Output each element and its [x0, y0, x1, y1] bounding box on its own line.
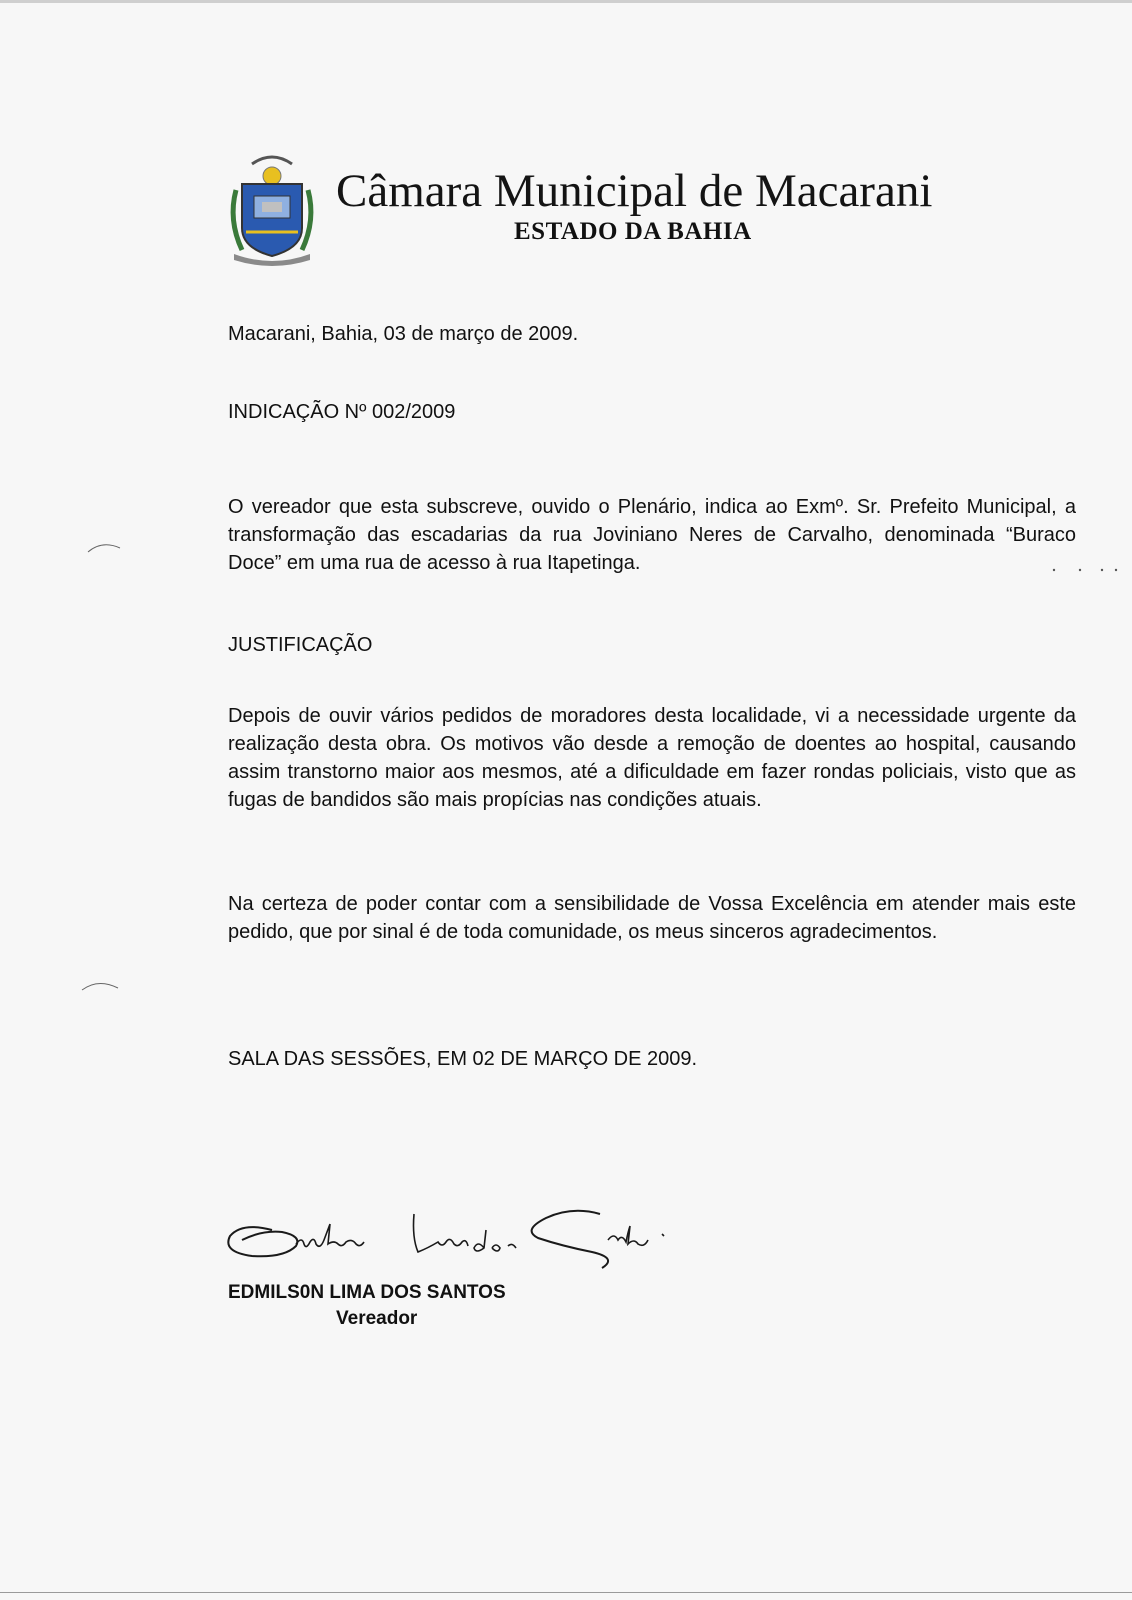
signer-role: Vereador — [336, 1308, 418, 1329]
session-line: SALA DAS SESSÕES, EM 02 DE MARÇO DE 2009. — [228, 1048, 698, 1070]
scan-edge-top — [0, 0, 1132, 3]
scan-edge-bottom — [0, 1592, 1132, 1593]
justification-heading: JUSTIFICAÇÃO — [228, 634, 373, 656]
indication-paragraph: O vereador que esta subscreve, ouvido o Plenário, indica ao Exmº. Sr. Prefeito Municipal, a transformação das escadarias da rua Joviniano Neres de Carvalho, denominada “Buraco Doce” em uma rua de acesso à rua Itapetinga. — [228, 496, 1076, 574]
closing-paragraph: Na certeza de poder contar com a sensibilidade de Vossa Excelência em atender mais este pedido, que por sinal é de toda comunidade, os meus sinceros agradecimentos. — [228, 893, 1076, 943]
scan-mark — [80, 978, 120, 992]
signer-name: EDMILS0N LIMA DOS SANTOS — [228, 1282, 506, 1303]
justification-paragraph: Depois de ouvir vários pedidos de moradores desta localidade, vi a necessidade urgente da realização desta obra. Os motivos vão desde a remoção de doentes ao hospital, causando assim transtorno maior aos mesmos, até a dificuldade em fazer rondas policiais, visto que as fugas de bandidos são mais propícias nas condições atuais. — [228, 705, 1076, 811]
municipal-crest-icon — [224, 150, 320, 268]
handwritten-signature — [222, 1208, 682, 1278]
scan-dots — [1050, 564, 1120, 576]
state-name: ESTADO DA BAHIA — [514, 218, 752, 245]
institution-name: Câmara Municipal de Macarani — [336, 165, 933, 217]
indication-number: INDICAÇÃO Nº 002/2009 — [228, 401, 456, 423]
letterhead — [224, 150, 1024, 270]
scan-mark — [86, 540, 122, 554]
date-line: Macarani, Bahia, 03 de março de 2009. — [228, 323, 579, 345]
